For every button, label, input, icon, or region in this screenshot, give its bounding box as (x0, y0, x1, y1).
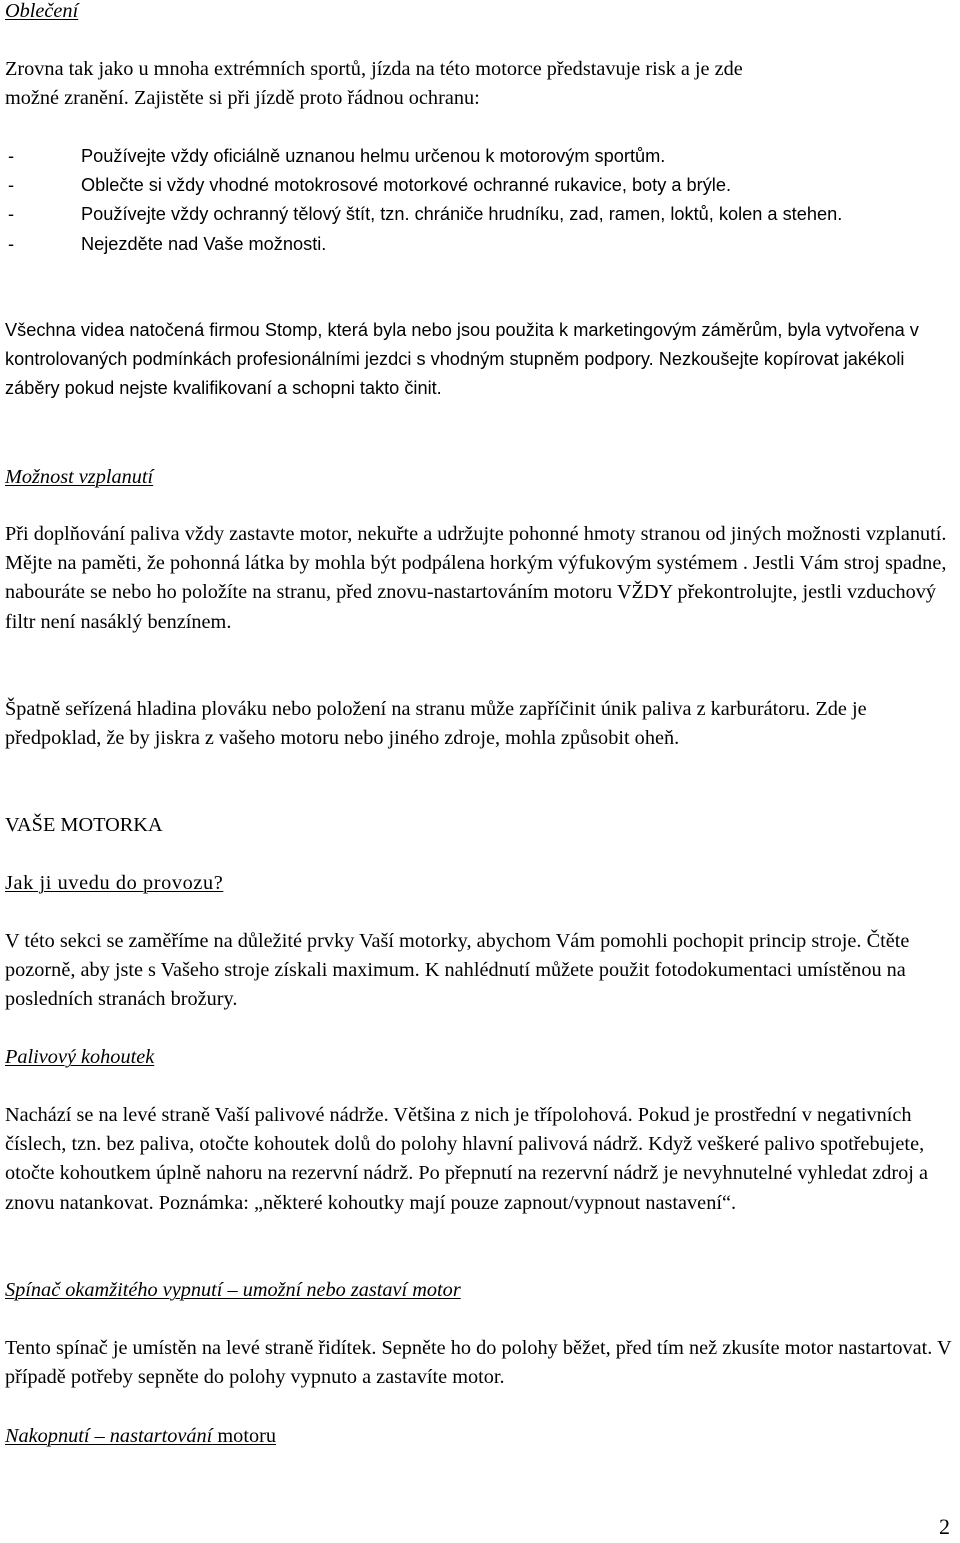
kickstart-title-plain: motoru (212, 1425, 276, 1447)
motorbike-intro-text: V této sekci se zaměříme na důležité prvky Vaší motorky, abychom Vám pomohli pochopit princip stroje. Čtěte pozorně, aby jste s Vašeho stroje získali maximum. K nahlédnutí můžete použit fotodokumentaci umístěnou na posledních stranách brožury. (5, 930, 910, 1011)
bullet-dash: - (8, 204, 15, 225)
list-item-text: Používejte vždy ochranný tělový štít, tzn. chrániče hrudníku, zad, ramen, loktů, kolen a stehen. (81, 204, 843, 225)
fuel-tap-text: Nachází se na levé straně Vaší palivové nádrže. Většina z nich je třípolohová. Pokud je prostřední v negativních číslech, tzn. bez paliva, otočte kohoutek dolů do polohy hlavní palivová nádrž. Když veškeré palivo spotřebujete, otočte kohoutkem úplně nahoru na rezervní nádrž. Po přepnutí na rezervní nádrž je nevyhnutelné vyhledat zdroj a znovu natankovat. Poznámka: „některé kohoutky mají pouze zapnout/vypnout nastavení“. (5, 1104, 929, 1214)
section-title-kill-switch: Spínač okamžitého vypnutí – umožní nebo zastaví motor (5, 1279, 461, 1301)
section-title-ignition: Možnost vzplanutí (5, 466, 154, 488)
clothing-intro (5, 55, 955, 113)
section-title-fuel-tap: Palivový kohoutek (5, 1046, 155, 1068)
protection-list (5, 142, 955, 259)
list-item (5, 230, 955, 259)
clothing-intro-line1: Zrovna tak jako u mnoha extrémních sportů, jízda na této motorce představuje risk a je zde (5, 58, 743, 80)
list-item (5, 200, 955, 229)
list-item (5, 171, 955, 200)
bullet-dash: - (8, 146, 15, 166)
clothing-intro-line2: možné zranění. Zajistěte si při jízdě proto řádnou ochranu: (5, 87, 480, 110)
videos-disclaimer: Všechna videa natočená firmou Stomp, která byla nebo jsou použita k marketingovým záměrům, byla vytvořena v kontrolovaných podmínkách profesionálními jezdci s vhodným stupněm podpory. Nezkoušejte kopírovat jakékoli záběry pokud nejste kvalifikovaní a schopni takto činit. (5, 320, 919, 399)
section-title-kickstart (5, 1422, 955, 1451)
bullet-dash: - (8, 175, 15, 196)
list-item-text: Oblečte si vždy vhodné motokrosové motorkové ochranné rukavice, boty a brýle. (81, 175, 732, 196)
kickstart-title-italic: Nakopnutí – nastartování (5, 1425, 213, 1447)
subtitle-how-to-start: Jak ji uvedu do provozu? (5, 872, 224, 894)
section-title-motorbike: VAŠE MOTORKA (5, 814, 163, 836)
ignition-paragraph-2: Špatně seřízená hladina plováku nebo položení na stranu může zapříčinit únik paliva z karburátoru. Zde je předpoklad, že by jiskra z vašeho motoru nebo jiného zdroje, mohla způsobit oheň. (5, 698, 867, 750)
bullet-dash: - (8, 233, 15, 254)
ignition-paragraph-1: Při doplňování paliva vždy zastavte motor, nekuřte a udržujte pohonné hmoty stranou od jiných možnosti vzplanutí. Mějte na paměti, že pohonná látka by mohla být podpálena horkým výfukovým systémem . Jestli Vám stroj spadne, nabouráte se nebo ho položíte na stranu, před znovu-nastartováním motoru VŽDY překontrolujte, jestli vzduchový filtr není nasáklý benzínem. (5, 523, 947, 633)
page-number: 2 (939, 1514, 950, 1539)
list-item-text: Používejte vždy oficiálně uznanou helmu určenou k motorovým sportům. (81, 146, 666, 166)
list-item (5, 142, 955, 171)
kill-switch-text: Tento spínač je umístěn na levé straně řidítek. Sepněte ho do polohy běžet, před tím než zkusíte motor nastartovat. V případě potřeby sepněte do polohy vypnuto a zastavíte motor. (5, 1337, 952, 1389)
section-title-clothing: Oblečení (5, 0, 79, 22)
list-item-text: Nejezděte nad Vaše možnosti. (81, 233, 327, 254)
